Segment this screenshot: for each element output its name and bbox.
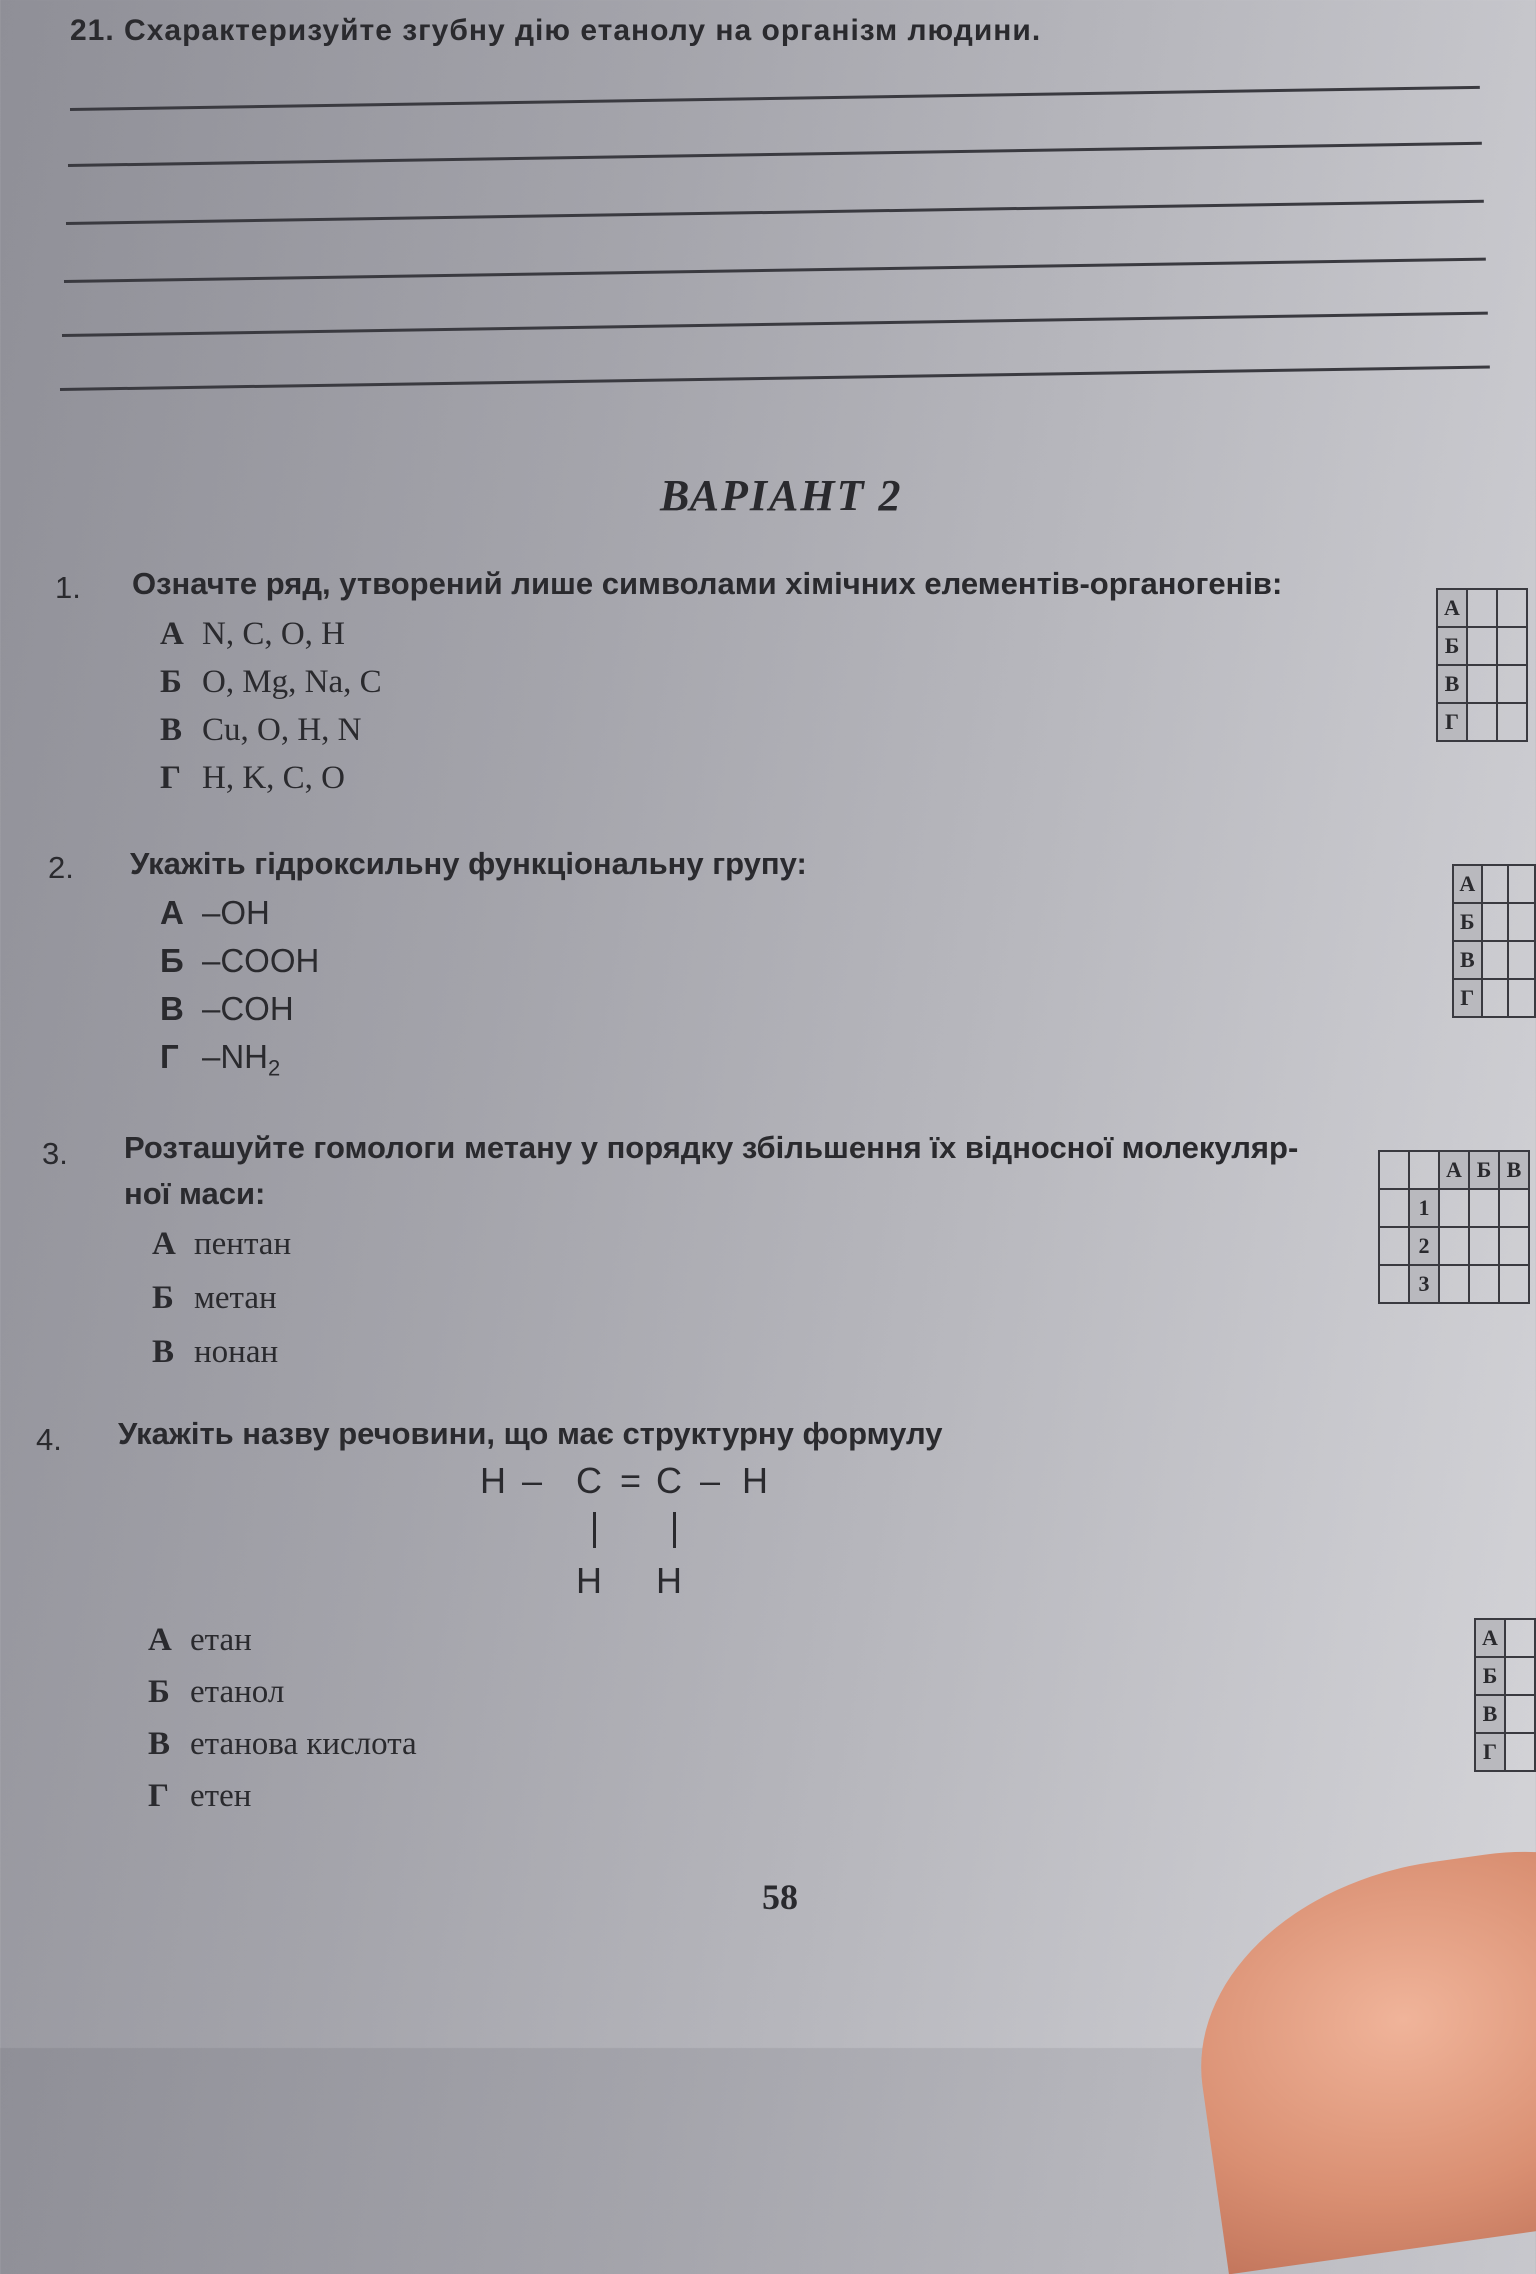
option-d: Г етен (148, 1778, 252, 1814)
answer-cell[interactable] (1469, 1265, 1499, 1303)
answer-cell[interactable] (1505, 1657, 1535, 1695)
option-c: В –COH (160, 990, 294, 1027)
vertical-bond (593, 1512, 596, 1548)
question-number: 3. (42, 1136, 68, 1171)
answer-grid-q2: А Б В Г (1452, 864, 1536, 1018)
option-b: Б O, Mg, Na, C (160, 664, 382, 700)
option-d: Г $-NH_2$ (160, 1038, 281, 1081)
writing-line (64, 258, 1486, 283)
answer-cell[interactable] (1497, 627, 1527, 665)
matching-grid-q3: А Б В 1 2 3 (1378, 1150, 1530, 1304)
option-a: А –OH (160, 894, 270, 931)
answer-cell[interactable] (1508, 941, 1535, 979)
option-d: Г H, K, C, O (160, 760, 346, 796)
answer-cell[interactable] (1439, 1189, 1469, 1227)
writing-line (68, 142, 1482, 167)
atom-h: H (656, 1560, 682, 1601)
answer-cell[interactable] (1482, 979, 1509, 1017)
question-text: Укажіть назву речовини, що має структурну формулу (118, 1416, 943, 1451)
bond-single: – (700, 1460, 721, 1501)
answer-cell[interactable] (1499, 1265, 1529, 1303)
answer-cell[interactable] (1469, 1189, 1499, 1227)
finger-photo-artifact (1176, 1826, 1536, 2274)
question-number: 2. (48, 850, 74, 885)
writing-line (62, 312, 1488, 337)
question-text: Означте ряд, утворений лише символами хімічних елементів-органогенів: (132, 566, 1283, 601)
answer-cell[interactable] (1499, 1227, 1529, 1265)
option-c: В Cu, O, H, N (160, 712, 362, 748)
answer-cell[interactable] (1467, 627, 1497, 665)
question-text-line2: ної маси: (124, 1176, 266, 1211)
writing-line (66, 200, 1484, 225)
question-text: Укажіть гідроксильну функціональну групу: (130, 846, 807, 881)
option-a: А етан (148, 1622, 252, 1658)
atom-c: C (576, 1460, 602, 1501)
answer-cell[interactable] (1497, 703, 1527, 741)
answer-cell[interactable] (1439, 1227, 1469, 1265)
answer-cell[interactable] (1505, 1733, 1535, 1771)
atom-h: H (576, 1560, 602, 1601)
variant-title: ВАРІАНТ 2 (660, 471, 903, 520)
bond-double: = (620, 1460, 642, 1501)
bond-single: – (522, 1460, 543, 1501)
answer-cell[interactable] (1467, 703, 1497, 741)
answer-cell[interactable] (1508, 903, 1535, 941)
answer-cell[interactable] (1482, 865, 1509, 903)
question-text-line1: Розташуйте гомологи метану у порядку збільшення їх відносної молекуляр- (124, 1130, 1299, 1165)
answer-cell[interactable] (1499, 1189, 1529, 1227)
option-b: Б –COOH (160, 942, 320, 979)
vertical-bond (673, 1512, 676, 1548)
option-b: Б метан (152, 1280, 277, 1316)
answer-cell[interactable] (1497, 589, 1527, 627)
answer-cell[interactable] (1469, 1227, 1499, 1265)
option-b: Б етанол (148, 1674, 285, 1710)
option-c: В нонан (152, 1334, 279, 1370)
atom-c: C (656, 1460, 682, 1501)
question-21: 21. Схарактеризуйте згубну дію етанолу на організм людини. (70, 14, 1042, 47)
answer-cell[interactable] (1505, 1695, 1535, 1733)
atom-h: H (480, 1460, 506, 1501)
writing-line (70, 86, 1480, 111)
answer-grid-q4: А Б В Г (1474, 1618, 1536, 1772)
answer-cell[interactable] (1482, 941, 1509, 979)
answer-cell[interactable] (1508, 979, 1535, 1017)
answer-cell[interactable] (1505, 1619, 1535, 1657)
subscript: 2 (268, 1055, 281, 1081)
question-number: 4. (36, 1422, 62, 1457)
writing-line (60, 366, 1490, 391)
answer-cell[interactable] (1467, 665, 1497, 703)
option-a: А N, C, O, H (160, 616, 346, 652)
answer-cell[interactable] (1482, 903, 1509, 941)
answer-cell[interactable] (1508, 865, 1535, 903)
answer-grid-q1: А Б В Г (1436, 588, 1528, 742)
answer-cell[interactable] (1467, 589, 1497, 627)
answer-cell[interactable] (1497, 665, 1527, 703)
answer-cell[interactable] (1439, 1265, 1469, 1303)
atom-h: H (742, 1460, 768, 1501)
option-c: В етанова кислота (148, 1726, 417, 1762)
page-number: 58 (762, 1877, 798, 1917)
question-number: 1. (55, 570, 81, 605)
option-a: А пентан (152, 1226, 292, 1262)
